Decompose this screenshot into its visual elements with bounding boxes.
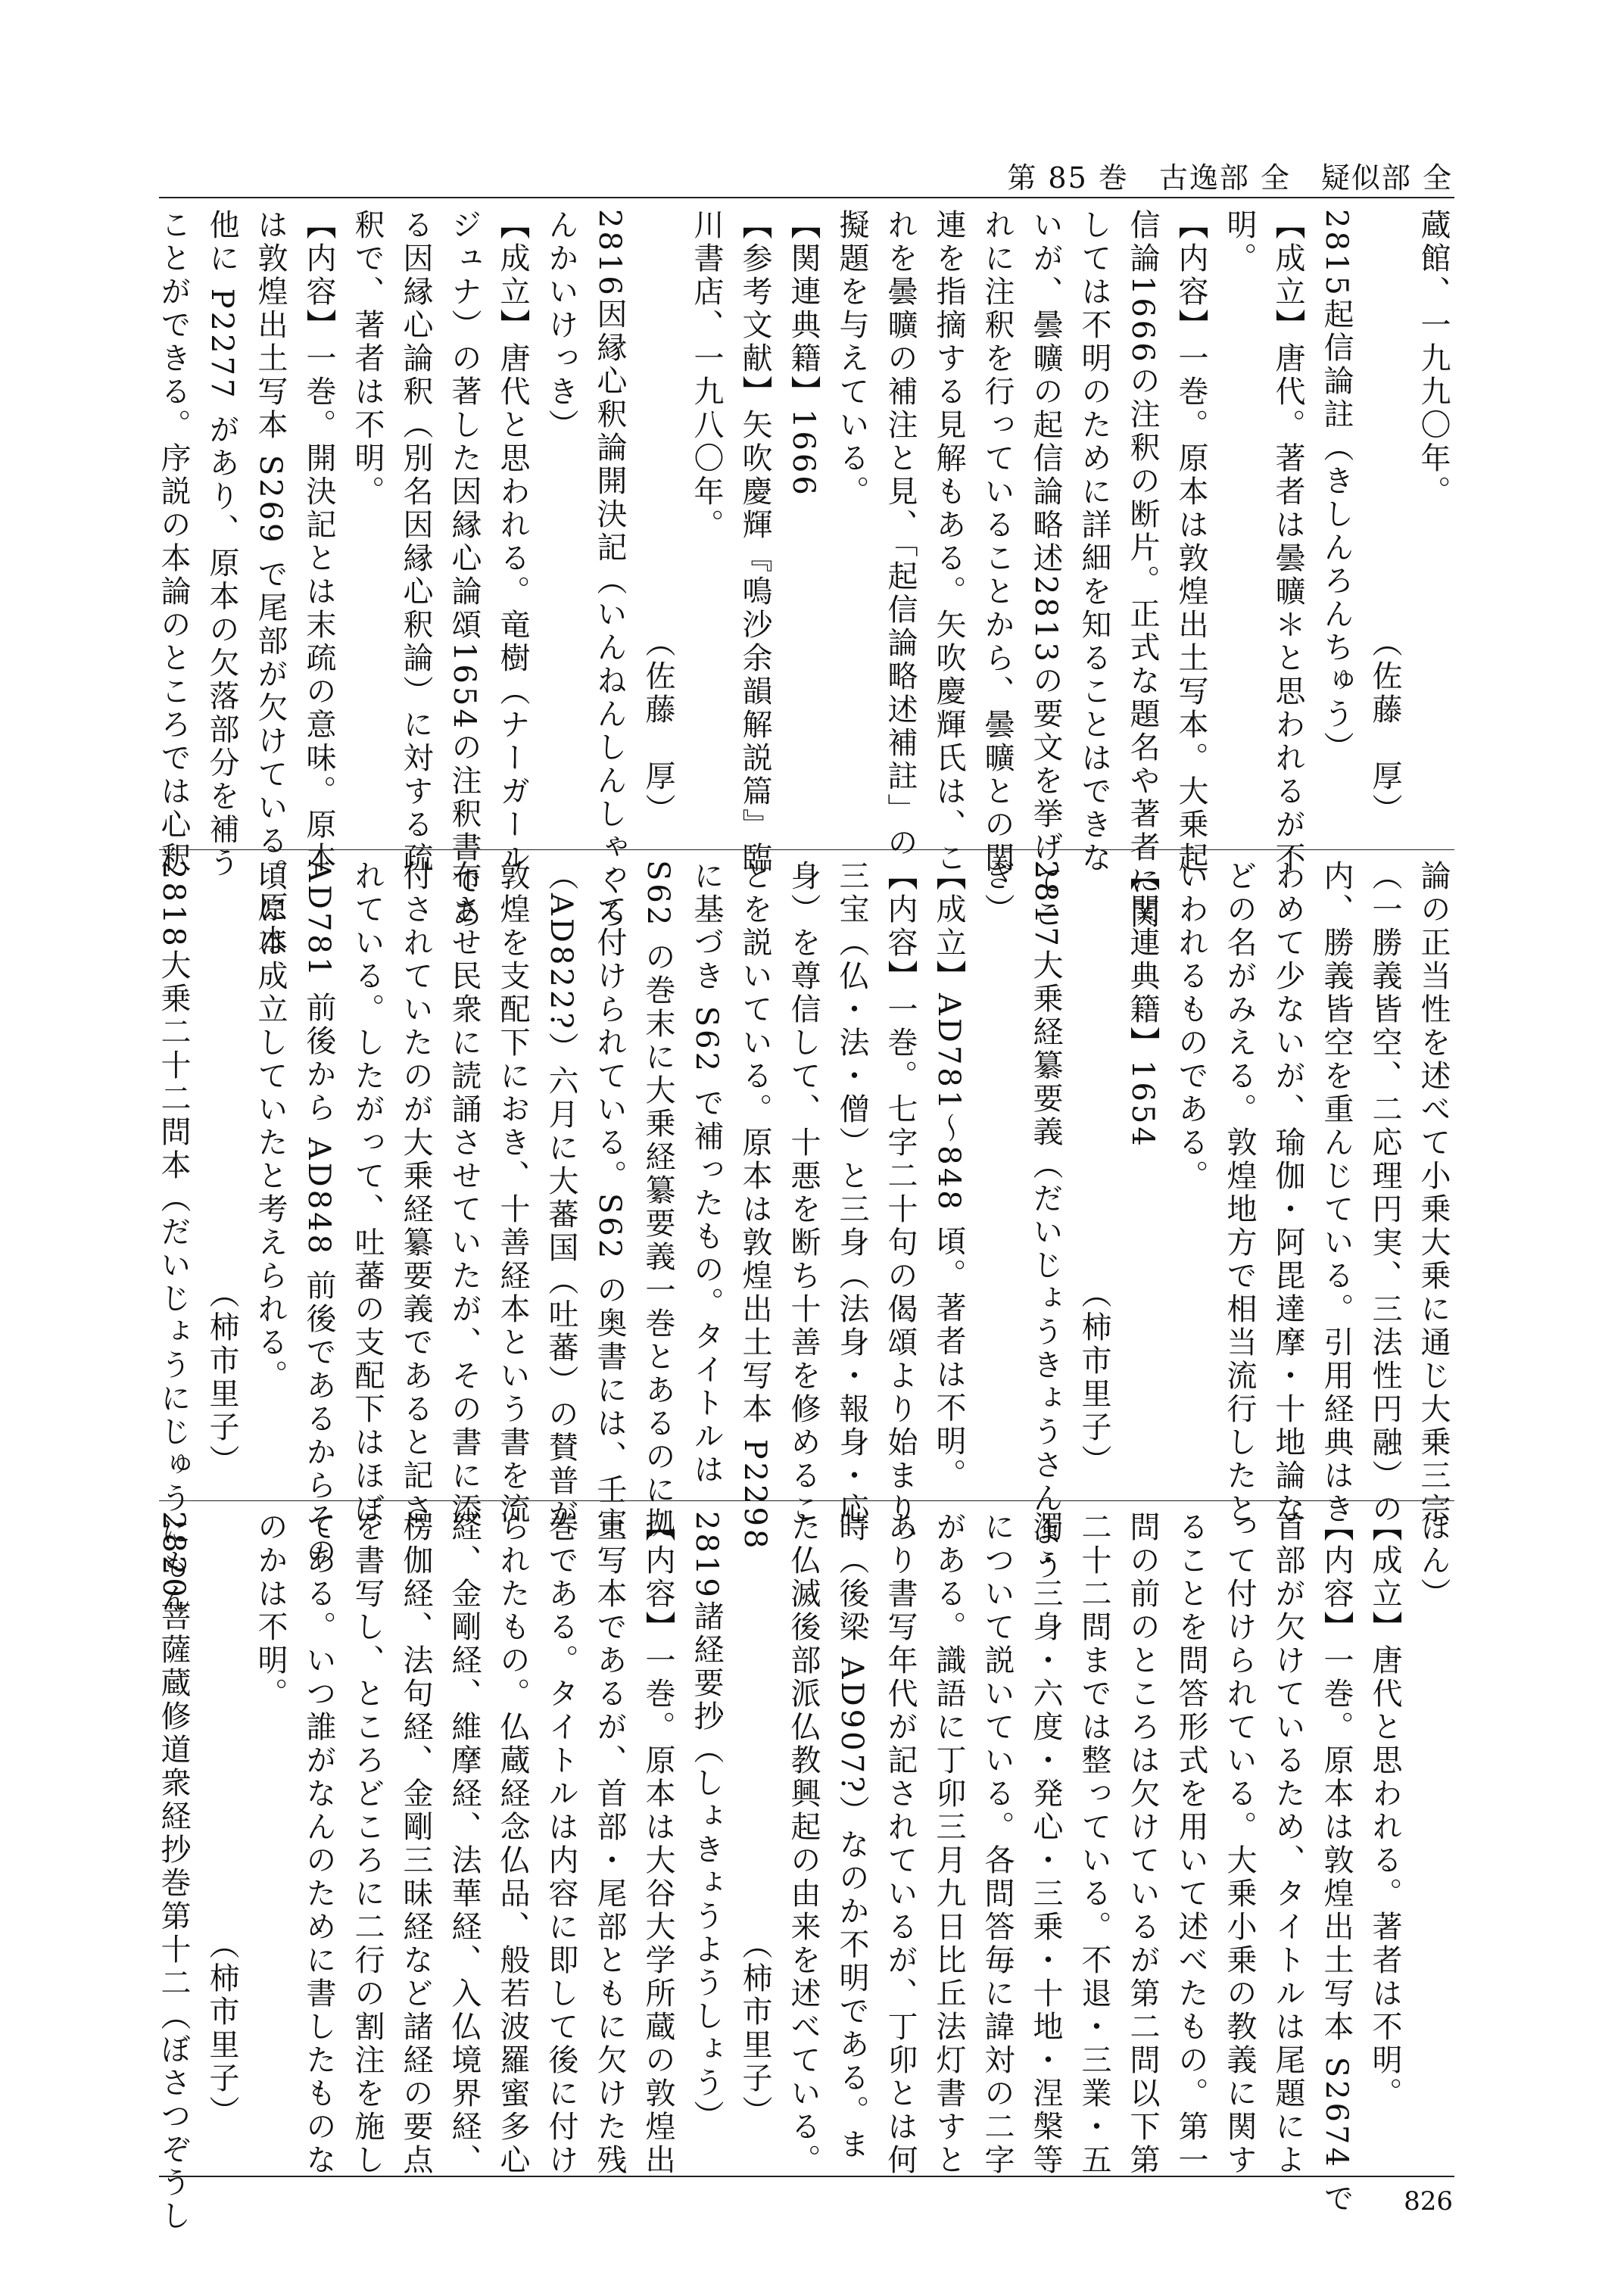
text-line: どの名がみえる。敦煌地方で相当流行したと xyxy=(1222,860,1257,1526)
text-line: 敦煌を支配下におき、十善経本という書を流 xyxy=(495,860,530,1526)
text-line: 【成立】唐代と思われる。竜樹（ナーガール xyxy=(495,209,530,875)
text-line: 濁・三身・六度・発心・三乗・十地・涅槃等 xyxy=(1028,1511,1063,2177)
text-line: る因縁心論釈（別名因縁心釈論）に対する疏 xyxy=(398,209,433,875)
text-band-top xyxy=(156,209,1457,958)
text-line: 川書店、一九八〇年。 xyxy=(689,209,724,542)
text-line: S62 の巻末に大乗経纂要義一巻とあるのに拠 xyxy=(641,860,675,1541)
header-rule xyxy=(159,197,1454,198)
text-line: わめて少ないが、瑜伽・阿毘達摩・十地論な xyxy=(1270,860,1305,1526)
text-line: 【参考文献】矢吹慶輝『鳴沙余韻解説篇』臨 xyxy=(737,209,772,875)
text-line: 巻である。タイトルは内容に即して後に付け xyxy=(544,1511,578,2177)
text-line: （一勝義皆空、二応理円実、三法性円融）の xyxy=(1367,860,1402,1526)
text-line: について説いている。各問答毎に諱対の二字 xyxy=(980,1511,1015,2177)
text-line: 2818大乗二十二問本（だいじょうにじゅうにもん xyxy=(156,860,191,1615)
text-line: 【関連典籍】1666 xyxy=(786,209,821,498)
text-line: AD781 前後から AD848 前後であるからその xyxy=(301,860,336,1569)
text-line: （柿市里子） xyxy=(204,1511,239,2129)
text-line: 布させ民衆に読誦させていたが、その書に添 xyxy=(447,860,482,1526)
text-line: 【内容】一巻。原本は敦煌出土写本。大乗起 xyxy=(1174,209,1208,875)
text-line: （佐藤 厚） xyxy=(641,209,675,827)
text-line: とを説いている。原本は敦煌出土写本 P2298 xyxy=(737,860,772,1552)
text-line: しては不明のために詳細を知ることはできな xyxy=(1077,209,1111,875)
text-line: 蔵館、一九九〇年。 xyxy=(1416,209,1451,509)
text-line: 2819諸経要抄（しょきょうようしょう） xyxy=(689,1511,724,2133)
text-line: 【関連典籍】1654 xyxy=(1125,860,1160,1149)
text-line: 2815起信論註（きしんろんちゅう） xyxy=(1319,209,1354,765)
text-line: （柿市里子） xyxy=(204,860,239,1478)
text-line: 付されていたのが大乗経纂要義であると記さ xyxy=(398,860,433,1526)
text-line: ることを問答形式を用いて述べたもの。第一 xyxy=(1174,1511,1208,2177)
text-line: （柿市里子） xyxy=(737,1511,772,2129)
text-line: いわれるものである。 xyxy=(1174,860,1208,1193)
running-header: 第 85 巻 古逸部 全 疑似部 全 xyxy=(1007,161,1453,195)
text-line: 二十二問までは整っている。不退・三業・五 xyxy=(1077,1511,1111,2177)
text-line: 経、金剛経、維摩経、法華経、入仏境界経、 xyxy=(447,1511,482,2177)
text-line: は敦煌出土写本 S269 で尾部が欠けている。原本 xyxy=(253,209,288,958)
text-line: 頃には成立していたと考えられる。 xyxy=(253,860,288,1393)
text-line: 論の正当性を述べて小乗大乗に通じ大乗三宗 xyxy=(1416,860,1451,1526)
page-number: 826 xyxy=(1404,2186,1453,2217)
text-line: を書写し、ところどころに二行の割注を施し xyxy=(350,1511,385,2177)
footer-rule xyxy=(159,2176,1454,2177)
text-line: 信論1666の注釈の断片。正式な題名や著者に関 xyxy=(1125,209,1160,931)
text-line: 問の前のところは欠けているが第二問以下第 xyxy=(1125,1511,1160,2177)
text-line: 【内容】一巻。七字二十句の偈頌より始まり、 xyxy=(883,860,918,1559)
text-line: られたもの。仏蔵経念仏品、般若波羅蜜多心 xyxy=(495,1511,530,2177)
band-divider-1 xyxy=(159,849,1454,850)
text-line: 首部が欠けているため、タイトルは尾題によ xyxy=(1270,1511,1305,2177)
text-line: ことができる。序説の本論のところでは心釈 xyxy=(156,209,191,875)
text-line: 【内容】一巻。原本は大谷大学所蔵の敦煌出 xyxy=(641,1511,675,2177)
text-line: てある。いつ誰がなんのために書したものな xyxy=(301,1511,336,2177)
text-line: 【内容】一巻。開決記とは末疏の意味。原本 xyxy=(301,209,336,875)
text-line: あり書写年代が記されているが、丁卯とは何 xyxy=(883,1511,918,2177)
text-line: って付けられている。S62 の奥書には、壬寅 xyxy=(592,860,627,1541)
text-line: れを曇曠の補注と見、「起信論略述補註」の xyxy=(883,209,918,860)
text-line: って付けられている。大乗小乗の教義に関す xyxy=(1222,1511,1257,2177)
text-line: いが、曇曠の起信論略述2813の要文を挙げてこ xyxy=(1028,209,1063,931)
text-line: のかは不明。 xyxy=(253,1511,288,1711)
text-line: た仏滅後部派仏教興起の由来を述べている。 xyxy=(786,1511,821,2177)
text-line: んかいけっき） xyxy=(544,209,578,442)
text-line: 【成立】AD781～848 頃。著者は不明。 xyxy=(931,860,966,1492)
text-line: がある。識語に丁卯三月九日比丘法灯書すと xyxy=(931,1511,966,2177)
text-line: に基づき S62 で補ったもの。タイトルは xyxy=(689,860,724,1487)
text-line: 2816因縁心釈論開決記（いんねんしんしゃくろ xyxy=(592,209,627,931)
text-line: 明。 xyxy=(1222,209,1257,276)
text-line: 他に P2277 があり、原本の欠落部分を補う xyxy=(204,209,239,880)
text-line: 三宝（仏・法・僧）と三身（法身・報身・応 xyxy=(834,860,869,1526)
text-line: れに注釈を行っていることから、曇曠との関 xyxy=(980,209,1015,875)
text-line: 楞伽経、法句経、金剛三昧経など諸経の要点 xyxy=(398,1511,433,2177)
text-line: 【成立】唐代と思われる。著者は不明。 xyxy=(1367,1511,1402,2111)
text-line: （柿市里子） xyxy=(1077,860,1111,1478)
text-line: ほん） xyxy=(1416,1511,1451,1611)
text-line: 2820菩薩蔵修道衆経抄巻第十二（ぼさつぞうし xyxy=(156,1511,191,2233)
text-line: ぎ） xyxy=(980,860,1015,927)
text-line: （AD822?）六月に大蕃国（吐蕃）の賛普が xyxy=(544,860,578,1531)
text-line: 擬題を与えている。 xyxy=(834,209,869,509)
text-line: 土写本であるが、首部・尾部ともに欠けた残 xyxy=(592,1511,627,2177)
text-line: 釈で、著者は不明。 xyxy=(350,209,385,509)
text-line: れている。したがって、吐蕃の支配下はほぼ xyxy=(350,860,385,1526)
text-line: 時（後梁 AD907?）なのか不明である。ま xyxy=(834,1511,869,2162)
text-line: 内、勝義皆空を重んじている。引用経典はき xyxy=(1319,860,1354,1526)
band-divider-2 xyxy=(159,1500,1454,1501)
text-line: 【成立】唐代。著者は曇曠＊と思われるが不 xyxy=(1270,209,1305,875)
text-line: 連を指摘する見解もある。矢吹慶輝氏は、こ xyxy=(931,209,966,875)
text-line: 【内容】一巻。原本は敦煌出土写本 S2674 で xyxy=(1319,1511,1354,2216)
text-line: （佐藤 厚） xyxy=(1367,209,1402,827)
text-line: 2817大乗経纂要義（だいじょうきょうさんよう xyxy=(1028,860,1063,1582)
text-line: ジュナ）の著した因縁心論頌1654の注釈書であ xyxy=(447,209,482,931)
text-line: 身）を尊信して、十悪を断ち十善を修めるこ xyxy=(786,860,821,1526)
